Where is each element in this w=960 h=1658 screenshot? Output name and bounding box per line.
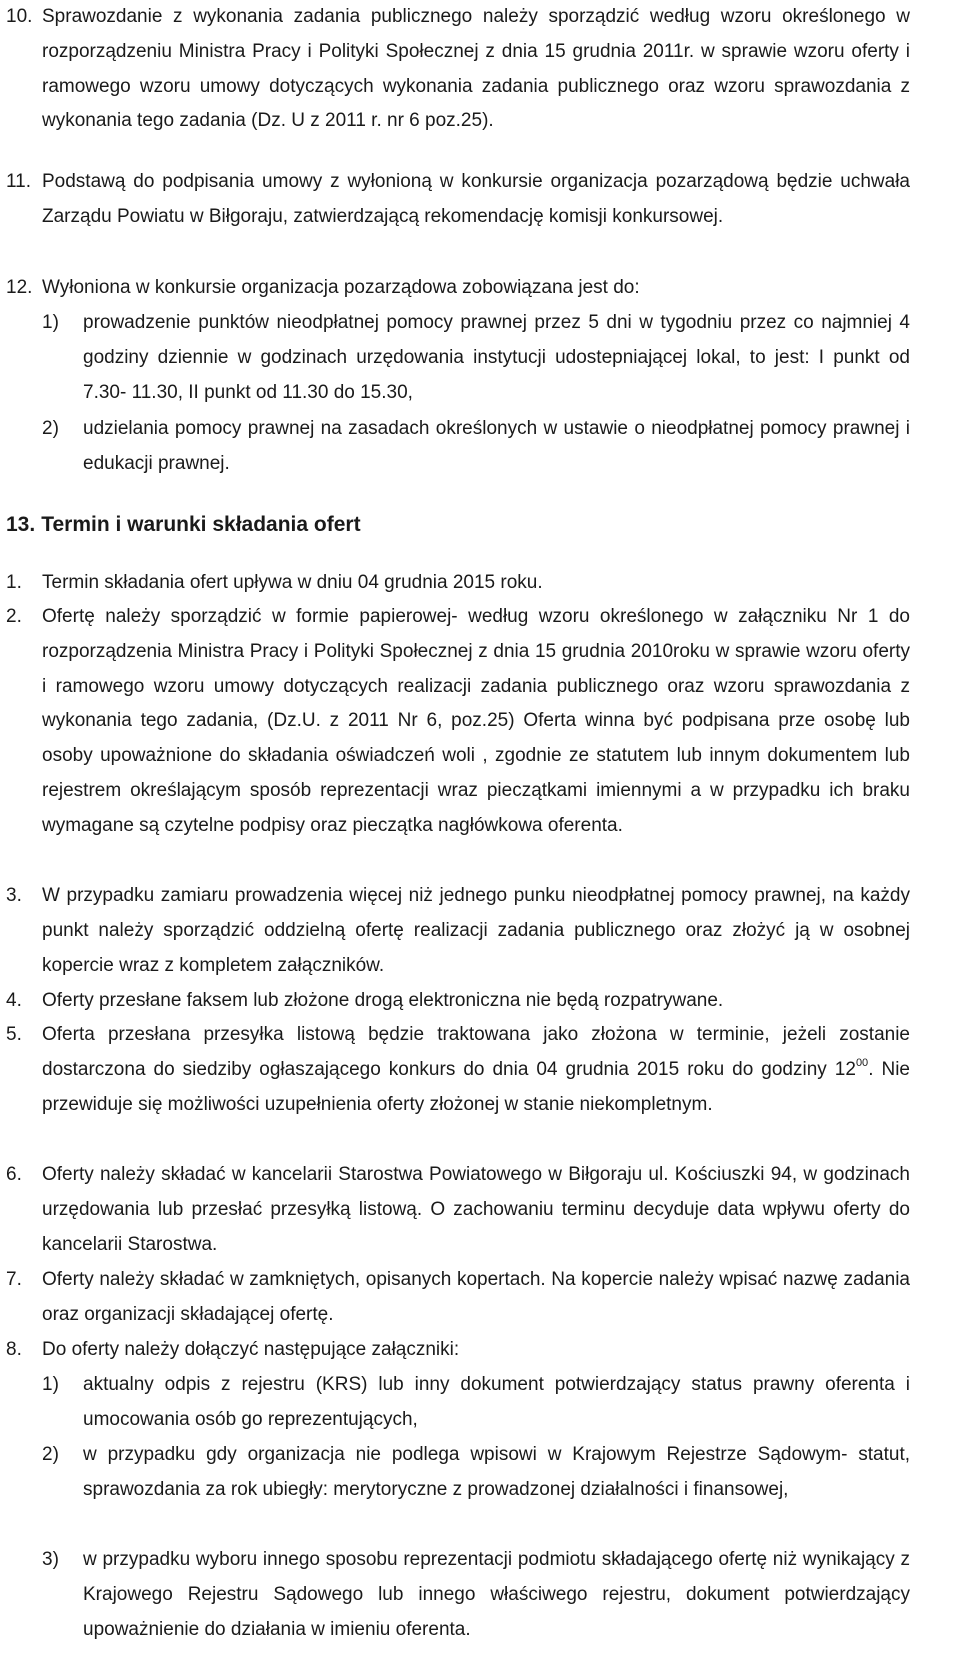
section-11 <box>0 165 960 235</box>
section-12-text: Wyłoniona w konkursie organizacja pozarządowa zobowiązana jest do: <box>42 277 640 298</box>
list-item-text: Oferty przesłane faksem lub złożone drogą elektroniczna nie będą rozpatrywane. <box>42 990 724 1011</box>
offer-rule-4 <box>0 984 960 1019</box>
section-12-number: 12. <box>6 277 33 298</box>
list-item-number: 6. <box>6 1164 22 1185</box>
list-item-text: aktualny odpis z rejestru (KRS) lub inny dokument potwierdzający status prawny oferenta i umocowania osób go reprezentujących, <box>83 1374 910 1430</box>
offer-rule-6 <box>0 1158 960 1262</box>
list-item-number: 1) <box>42 312 59 333</box>
list-item-text: Ofertę należy sporządzić w formie papierowej- według wzoru określonego w załączniku Nr 1 do rozporządzenia Ministra Pracy i Polityki Społecznej z dnia 15 grudnia 2010roku w sprawie wzoru oferty i ramowego wzoru umowy dotyczących realizacji zadania publicznego oraz wzoru sprawozdania z wykonania tego zadania, (Dz.U. z 2011 Nr 6, poz.25) Oferta winna być podpisana prze osobę lub osoby upoważnione do składania oświadczeń woli , zgodnie ze statutem lub innym dokumentem lub rejestrem określającym sposób reprezentacji wraz pieczątkami imiennymi a w przypadku ich braku wymagane są czytelne podpisy oraz pieczątka nagłówkowa oferenta. <box>42 606 910 836</box>
section-12 <box>0 271 960 306</box>
section-12-item-2 <box>0 412 960 482</box>
list-item-text: Do oferty należy dołączyć następujące załączniki: <box>42 1339 460 1360</box>
section-13-heading <box>0 508 361 542</box>
list-item-number: 2) <box>42 1444 59 1465</box>
list-item-text-end: . Nie przewiduje się możliwości uzupełnienia oferty złożonej w stanie niekompletnym. <box>42 1058 910 1115</box>
list-item-text: udzielania pomocy prawnej na zasadach określonych w ustawie o nieodpłatnej pomocy prawnej i edukacji prawnej. <box>83 418 910 474</box>
offer-rule-7 <box>0 1263 960 1333</box>
list-item-text: W przypadku zamiaru prowadzenia więcej niż jednego punku nieodpłatnej pomocy prawnej, na każdy punkt należy sporządzić oddzielną ofertę realizacji zadania publicznego oraz złożyć ją w osobnej kopercie wraz z kompletem załączników. <box>42 885 910 976</box>
list-item-text: Termin składania ofert upływa w dniu 04 grudnia 2015 roku. <box>42 572 543 593</box>
section-13-title: Termin i warunki składania ofert <box>41 513 361 536</box>
section-12-item-1 <box>0 306 960 410</box>
attachment-3 <box>0 1543 960 1647</box>
attachment-1 <box>0 1368 960 1438</box>
list-item-number: 5. <box>6 1024 22 1045</box>
list-item-number: 1. <box>6 572 22 593</box>
list-item-number: 7. <box>6 1269 22 1290</box>
list-item-number: 8. <box>6 1339 22 1360</box>
section-10-number: 10. <box>6 6 33 27</box>
list-item-text: Oferty należy składać w kancelarii Starostwa Powiatowego w Biłgoraju ul. Kościuszki 94, w godzinach urzędowania lub przesłać przesyłką listową. O zachowaniu terminu decyduje data wpływu oferty do kancelarii Starostwa. <box>42 1164 910 1255</box>
list-item-number: 1) <box>42 1374 59 1395</box>
list-item-number: 3) <box>42 1549 59 1570</box>
offer-rule-2 <box>0 600 960 844</box>
offer-rule-8 <box>0 1333 960 1368</box>
section-10-text: Sprawozdanie z wykonania zadania publicznego należy sporządzić według wzoru określonego w rozporządzeniu Ministra Pracy i Polityki Społecznej z dnia 15 grudnia 2011r. w sprawie wzoru oferty i ramowego wzoru umowy dotyczących wykonania zadania publicznego oraz wzoru sprawozdania z wykonania tego zadania (Dz. U z 2011 r. nr 6 poz.25). <box>42 6 910 132</box>
list-item-number: 2) <box>42 418 59 439</box>
list-item-text: prowadzenie punktów nieodpłatnej pomocy prawnej przez 5 dni w tygodniu przez co najmniej 4 godziny dziennie w godzinach urzędowania instytucji udostepniającej lokal, to jest: I punkt od 7.30- 11.30, II punkt od 11.30 do 15.30, <box>83 312 910 403</box>
offer-rule-5 <box>0 1018 960 1122</box>
list-item-text: w przypadku wyboru innego sposobu reprezentacji podmiotu składającego ofertę niż wynikający z Krajowego Rejestru Sądowego lub innego właściwego rejestru, dokument potwierdzający upoważnienie do działania w imieniu oferenta. <box>83 1549 910 1640</box>
section-11-number: 11. <box>6 171 32 192</box>
section-10 <box>0 0 960 139</box>
section-11-text: Podstawą do podpisania umowy z wyłonioną w konkursie organizacja pozarządową będzie uchwała Zarządu Powiatu w Biłgoraju, zatwierdzającą rekomendację komisji konkursowej. <box>42 171 910 227</box>
attachment-2 <box>0 1438 960 1508</box>
list-item-number: 3. <box>6 885 22 906</box>
list-item-text: Oferty należy składać w zamkniętych, opisanych kopertach. Na kopercie należy wpisać nazwę zadania oraz organizacji składającej ofertę. <box>42 1269 910 1325</box>
list-item-text: w przypadku gdy organizacja nie podlega wpisowi w Krajowym Rejestrze Sądowym- statut, sprawozdania za rok ubiegły: merytoryczne z prowadzonej działalności i finansowej, <box>83 1444 910 1500</box>
section-13-number: 13. <box>6 513 36 536</box>
list-item-number: 2. <box>6 606 22 627</box>
offer-rule-1 <box>0 566 960 601</box>
list-item-text-start: Oferta przesłana przesyłka listową będzie traktowana jako złożona w terminie, jeżeli zostanie dostarczona do siedziby ogłaszającego konkurs do dnia 04 grudnia 2015 roku do godziny 12 <box>42 1024 910 1080</box>
hour-superscript: 00 <box>855 1056 869 1069</box>
list-item-number: 4. <box>6 990 22 1011</box>
offer-rule-3 <box>0 879 960 983</box>
